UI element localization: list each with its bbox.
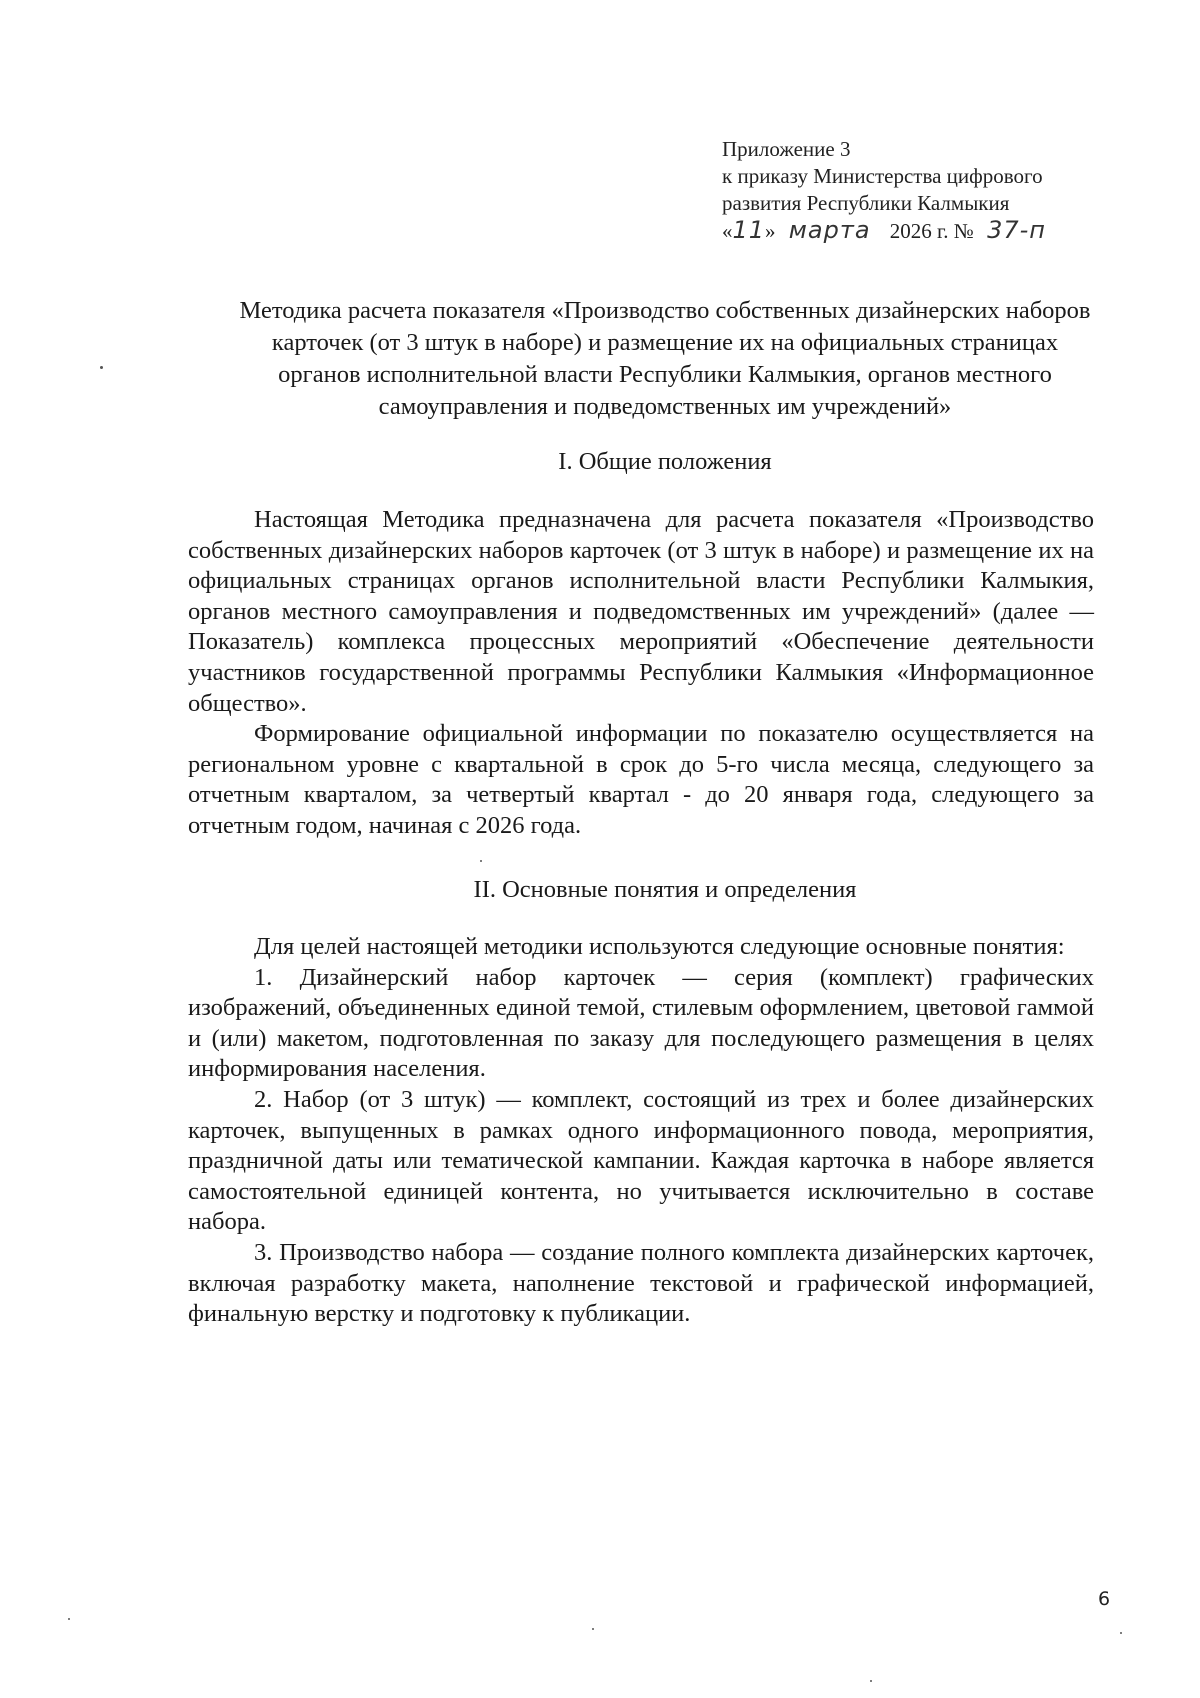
section-1-paragraph: Формирование официальной информации по показателю осуществляется на региональном уровне с квартальной в срок до 5-го числа месяца, следующего за отчетным кварталом, за четвертый квартал - до 20 января года, следующего за отчетным годом, начиная с 2026 года. — [188, 720, 1094, 839]
appendix-line-3: развития Республики Калмыкия — [722, 191, 1010, 215]
scan-speck — [870, 1680, 872, 1682]
scan-speck — [592, 1628, 594, 1630]
definition-item: 3. Производство набора — создание полного комплекта дизайнерских карточек, включая разработку макета, наполнение текстовой и графической информацией, финальную верстку и подготовку к публикации. — [188, 1238, 1094, 1328]
page-number: 6 — [1098, 1588, 1111, 1610]
handwritten-day: 11 — [732, 216, 766, 244]
section-2-heading: II. Основные понятия и определения — [473, 876, 857, 903]
definition-item: 1. Дизайнерский набор карточек — серия (комплект) графических изображений, объединенных единой темой, стилевым оформлением, цветовой гаммой и (или) макетом, подготовленная по заказу для последующего размещения в целях информирования населения. — [188, 963, 1094, 1083]
document-title: Методика расчета показателя «Производство собственных дизайнерских наборов карточек (от 3 штук в наборе) и размещение их на официальных страницах органов исполнительной власти Республики Калмыкия, органов местного самоуправления и подведомственных им учреждений» — [239, 297, 1091, 420]
appendix-header — [722, 136, 1142, 245]
date-year-label: 2026 г. № — [889, 219, 974, 243]
definition-item: 2. Набор (от 3 штук) — комплект, состоящий из трех и более дизайнерских карточек, выпущенных в рамках одного информационного повода, мероприятия, праздничной даты или тематической кампании. Каждая карточка в наборе является самостоятельной единицей контента, но учитывается исключительно в составе набора. — [188, 1085, 1094, 1236]
appendix-line-2: к приказу Министерства цифрового — [722, 164, 1043, 188]
handwritten-order-number: 37-п — [987, 216, 1046, 244]
scan-speck — [100, 366, 103, 369]
scan-speck — [1120, 1632, 1122, 1634]
scan-speck — [480, 860, 482, 862]
section-2-paragraph: Для целей настоящей методики используются следующие основные понятия: — [254, 933, 1065, 960]
scan-speck — [68, 1618, 70, 1620]
handwritten-month: марта — [788, 216, 871, 244]
section-1-body — [188, 505, 1094, 842]
section-1-paragraph: Настоящая Методика предназначена для расчета показателя «Производство собственных дизайнерских наборов карточек (от 3 штук в наборе) и размещение их на официальных страницах органов исполнительной власти Республики Калмыкия, органов местного самоуправления и подведомственных им учреждений» (далее — Показатель) комплекса процессных мероприятий «Обеспечение деятельности участников государственной программы Республики Калмыкия «Информационное общество». — [188, 506, 1094, 717]
date-close-quote: » — [765, 219, 776, 243]
date-open-quote: « — [722, 219, 733, 243]
section-2-body — [188, 932, 1094, 1330]
appendix-date-line — [722, 217, 1142, 245]
appendix-line-1: Приложение 3 — [722, 137, 851, 161]
section-1-heading: I. Общие положения — [558, 448, 772, 475]
